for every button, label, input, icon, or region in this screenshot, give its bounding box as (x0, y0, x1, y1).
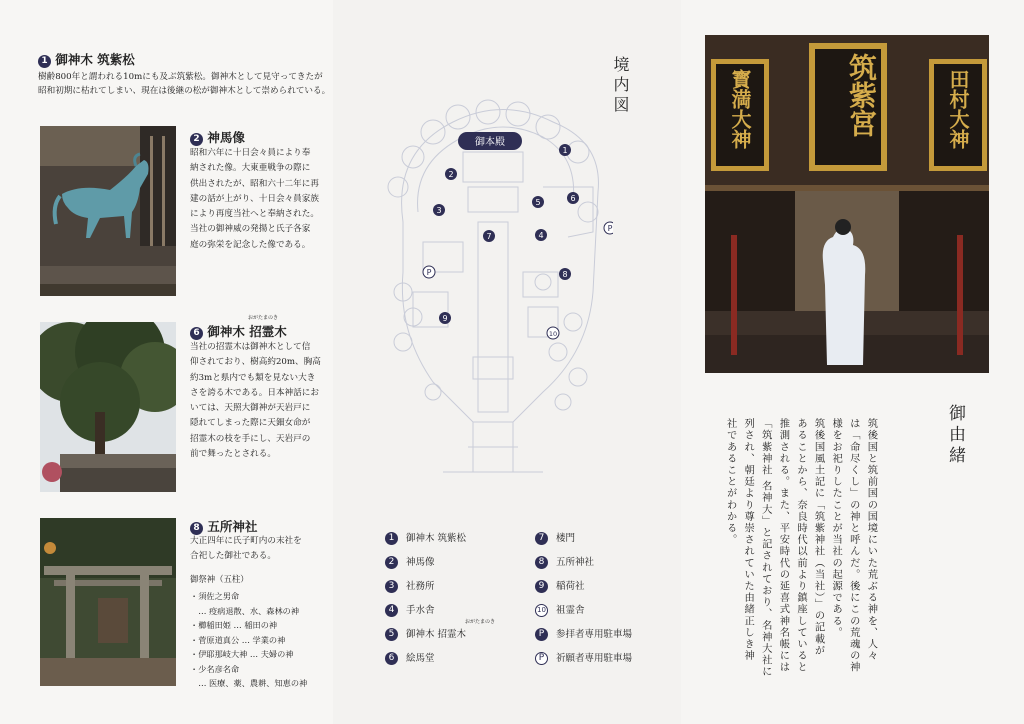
text-line: 昭和初期に枯れてしまい、現在は後継の松が御神木として崇められている。 (38, 86, 331, 96)
section-title: 御神木 筑紫松 (55, 52, 135, 67)
text-line: 仰されており、樹高約20m、胸高 (190, 357, 321, 368)
legend-badge: 5 (385, 628, 398, 641)
number-badge: 8 (190, 522, 203, 535)
text-line: 供出されたが、昭和六十二年に再 (190, 178, 319, 189)
svg-text:P: P (426, 268, 432, 277)
text-line: さを誇る木である。日本神話にお (190, 387, 319, 398)
legend-label: 五所神社 (556, 557, 595, 568)
section-title: 神馬像 (207, 130, 245, 145)
text-line: 隠れてしまった際に天鈿女命が (190, 418, 311, 429)
left-panel (0, 0, 333, 724)
svg-text:7: 7 (486, 232, 492, 241)
svg-text:2: 2 (448, 170, 454, 179)
legend-item-7 (535, 530, 575, 545)
section-title: 御神木 招霊木 (207, 324, 287, 339)
history-title: 御由緒 (945, 404, 965, 467)
legend-badge: 7 (535, 532, 548, 545)
text-line: 当社の御神威の発揚と氏子各家 (190, 224, 311, 235)
legend-label: 稲荷社 (556, 581, 585, 592)
deity-item: ・少名彦名命 (190, 663, 240, 674)
legend-badge: P (535, 628, 548, 641)
horse-statue-photo (40, 126, 176, 296)
number-badge: 1 (38, 55, 51, 68)
legend-label: 楼門 (556, 533, 576, 544)
svg-text:5: 5 (535, 198, 541, 207)
legend-label: 参拝者専用駐車場 (556, 629, 633, 640)
text-line: 約3mと県内でも類を見ない大き (190, 372, 316, 383)
legend-item-1 (385, 530, 466, 545)
text-column: 列され、朝廷より尊崇されていた由緒正しき神 (742, 418, 755, 662)
section-8-text (190, 534, 302, 564)
ruby-text: おがたまのき (248, 315, 279, 321)
section-6-heading (190, 322, 287, 340)
text-column: 様をお祀りしたことが当社の起源である。 (830, 418, 843, 639)
section-1-text (38, 70, 330, 98)
legend-badge: 4 (385, 604, 398, 617)
legend-label: 絵馬堂 (406, 653, 435, 664)
legend-label: 神馬像 (406, 557, 435, 568)
text-column: は「命尽くし」の神と呼んだ。後にこの荒魂の神 (847, 418, 860, 674)
svg-text:10: 10 (548, 330, 558, 338)
legend-badge: 8 (535, 556, 548, 569)
legend-label: 御神木 招霊木 (406, 629, 467, 640)
legend-item-6 (385, 650, 435, 665)
legend-badge: 9 (535, 580, 548, 593)
deity-item: … 医療、薬、農耕、知恵の神 (190, 678, 308, 688)
legend-badge: 10 (535, 604, 548, 617)
main-hall-label: 御本殿 (475, 137, 505, 148)
svg-text:9: 9 (442, 314, 448, 323)
svg-text:6: 6 (570, 194, 576, 203)
legend-badge: 1 (385, 532, 398, 545)
section-6-text (190, 340, 321, 462)
legend-badge: 3 (385, 580, 398, 593)
legend-item-4 (385, 602, 435, 617)
text-column: 推測される。また、平安時代の延喜式神名帳には (777, 418, 790, 674)
legend-item-5 (385, 626, 466, 641)
text-line: 大正四年に氏子町内の末社を (190, 536, 302, 546)
map-title: 境内図 (611, 56, 630, 116)
precinct-map (373, 92, 613, 492)
text-column: 筑後国と筑前国の国境にいた荒ぶる神を、人々 (865, 418, 878, 662)
legend-item-10 (535, 602, 585, 617)
legend-label: 祈願者専用駐車場 (556, 653, 633, 664)
text-line: 昭和六年に十日会々員により奉 (190, 148, 311, 158)
text-line: 納された像。大東亜戦争の際に (190, 163, 311, 174)
text-column: 社であることがわかる。 (724, 418, 737, 546)
gosho-shrine-photo (40, 518, 176, 686)
legend-badge: 2 (385, 556, 398, 569)
text-column: 「筑紫神社 名神大」と記されており、名神大社に (759, 418, 772, 678)
legend-item-9 (535, 578, 585, 593)
text-line: 樹齢800年と謂われる10mにも及ぶ筑紫松。御神木として見守ってきたが (38, 72, 323, 82)
legend-item-8 (535, 554, 594, 569)
section-2-text (190, 146, 319, 253)
number-badge: 6 (190, 327, 203, 340)
text-line: 建の話が上がり、十日会々員家族 (190, 193, 319, 204)
legend-label: 手水舎 (406, 605, 435, 616)
ogatama-tree-photo (40, 322, 176, 492)
svg-text:3: 3 (436, 206, 442, 215)
section-title: 五所神社 (207, 519, 258, 534)
deity-item: ・須佐之男命 (190, 591, 240, 601)
text-line: いては、天照大御神が天岩戸に (190, 403, 311, 414)
text-line: 前で舞ったとされる。 (190, 449, 276, 460)
text-line: により再度当社へと奉納された。 (190, 209, 319, 220)
legend-item-parking-prayer (535, 650, 632, 665)
svg-text:1: 1 (562, 146, 568, 155)
legend-label: 社務所 (406, 581, 435, 592)
shrine-hall-photo (705, 35, 989, 373)
legend-badge: P (535, 652, 548, 665)
deities-list (190, 589, 307, 691)
text-column: あることから、奈良時代以前より鎮座していると (794, 418, 807, 674)
plaque-center: 筑紫宮 (845, 53, 878, 137)
deity-item: ・櫛稲田姫 … 稲田の神 (190, 620, 278, 630)
svg-text:P: P (607, 224, 613, 233)
legend-item-3 (385, 578, 435, 593)
deity-item: ・菅原道真公 … 学業の神 (190, 634, 286, 645)
legend-label: 御神木 筑紫松 (406, 533, 467, 544)
legend-item-2 (385, 554, 435, 569)
text-line: 招霊木の枝を手にし、天岩戸の (190, 433, 311, 444)
text-line: 庭の弥栄を記念した像である。 (190, 239, 311, 250)
svg-text:4: 4 (538, 231, 544, 240)
legend-label: 祖霊舎 (556, 605, 585, 616)
middle-panel (333, 0, 681, 724)
plaque-left: 寳満大神 (728, 69, 752, 149)
legend-badge: 6 (385, 652, 398, 665)
text-line: 当社の招霊木は御神木として信 (190, 342, 311, 352)
ruby-text: おがたまのき (465, 619, 496, 625)
plaque-right: 田村大神 (946, 69, 970, 149)
text-line: 合祀した御社である。 (190, 551, 276, 561)
number-badge: 2 (190, 133, 203, 146)
section-2-heading (190, 128, 245, 146)
section-1-heading (38, 50, 135, 68)
section-8-heading (190, 517, 257, 535)
deity-item: ・伊耶那岐大神 … 夫婦の神 (190, 649, 294, 659)
history-text (721, 418, 879, 688)
deity-item: … 疫病退散、水、森林の神 (190, 605, 300, 616)
svg-text:8: 8 (562, 270, 568, 279)
right-panel (681, 0, 1024, 724)
legend-item-parking-visitors (535, 626, 632, 641)
deities-subhead: 御祭神（五柱） (190, 574, 249, 584)
text-column: 筑後国風土記に「筑紫神社（当社）」の記載が (812, 418, 825, 657)
